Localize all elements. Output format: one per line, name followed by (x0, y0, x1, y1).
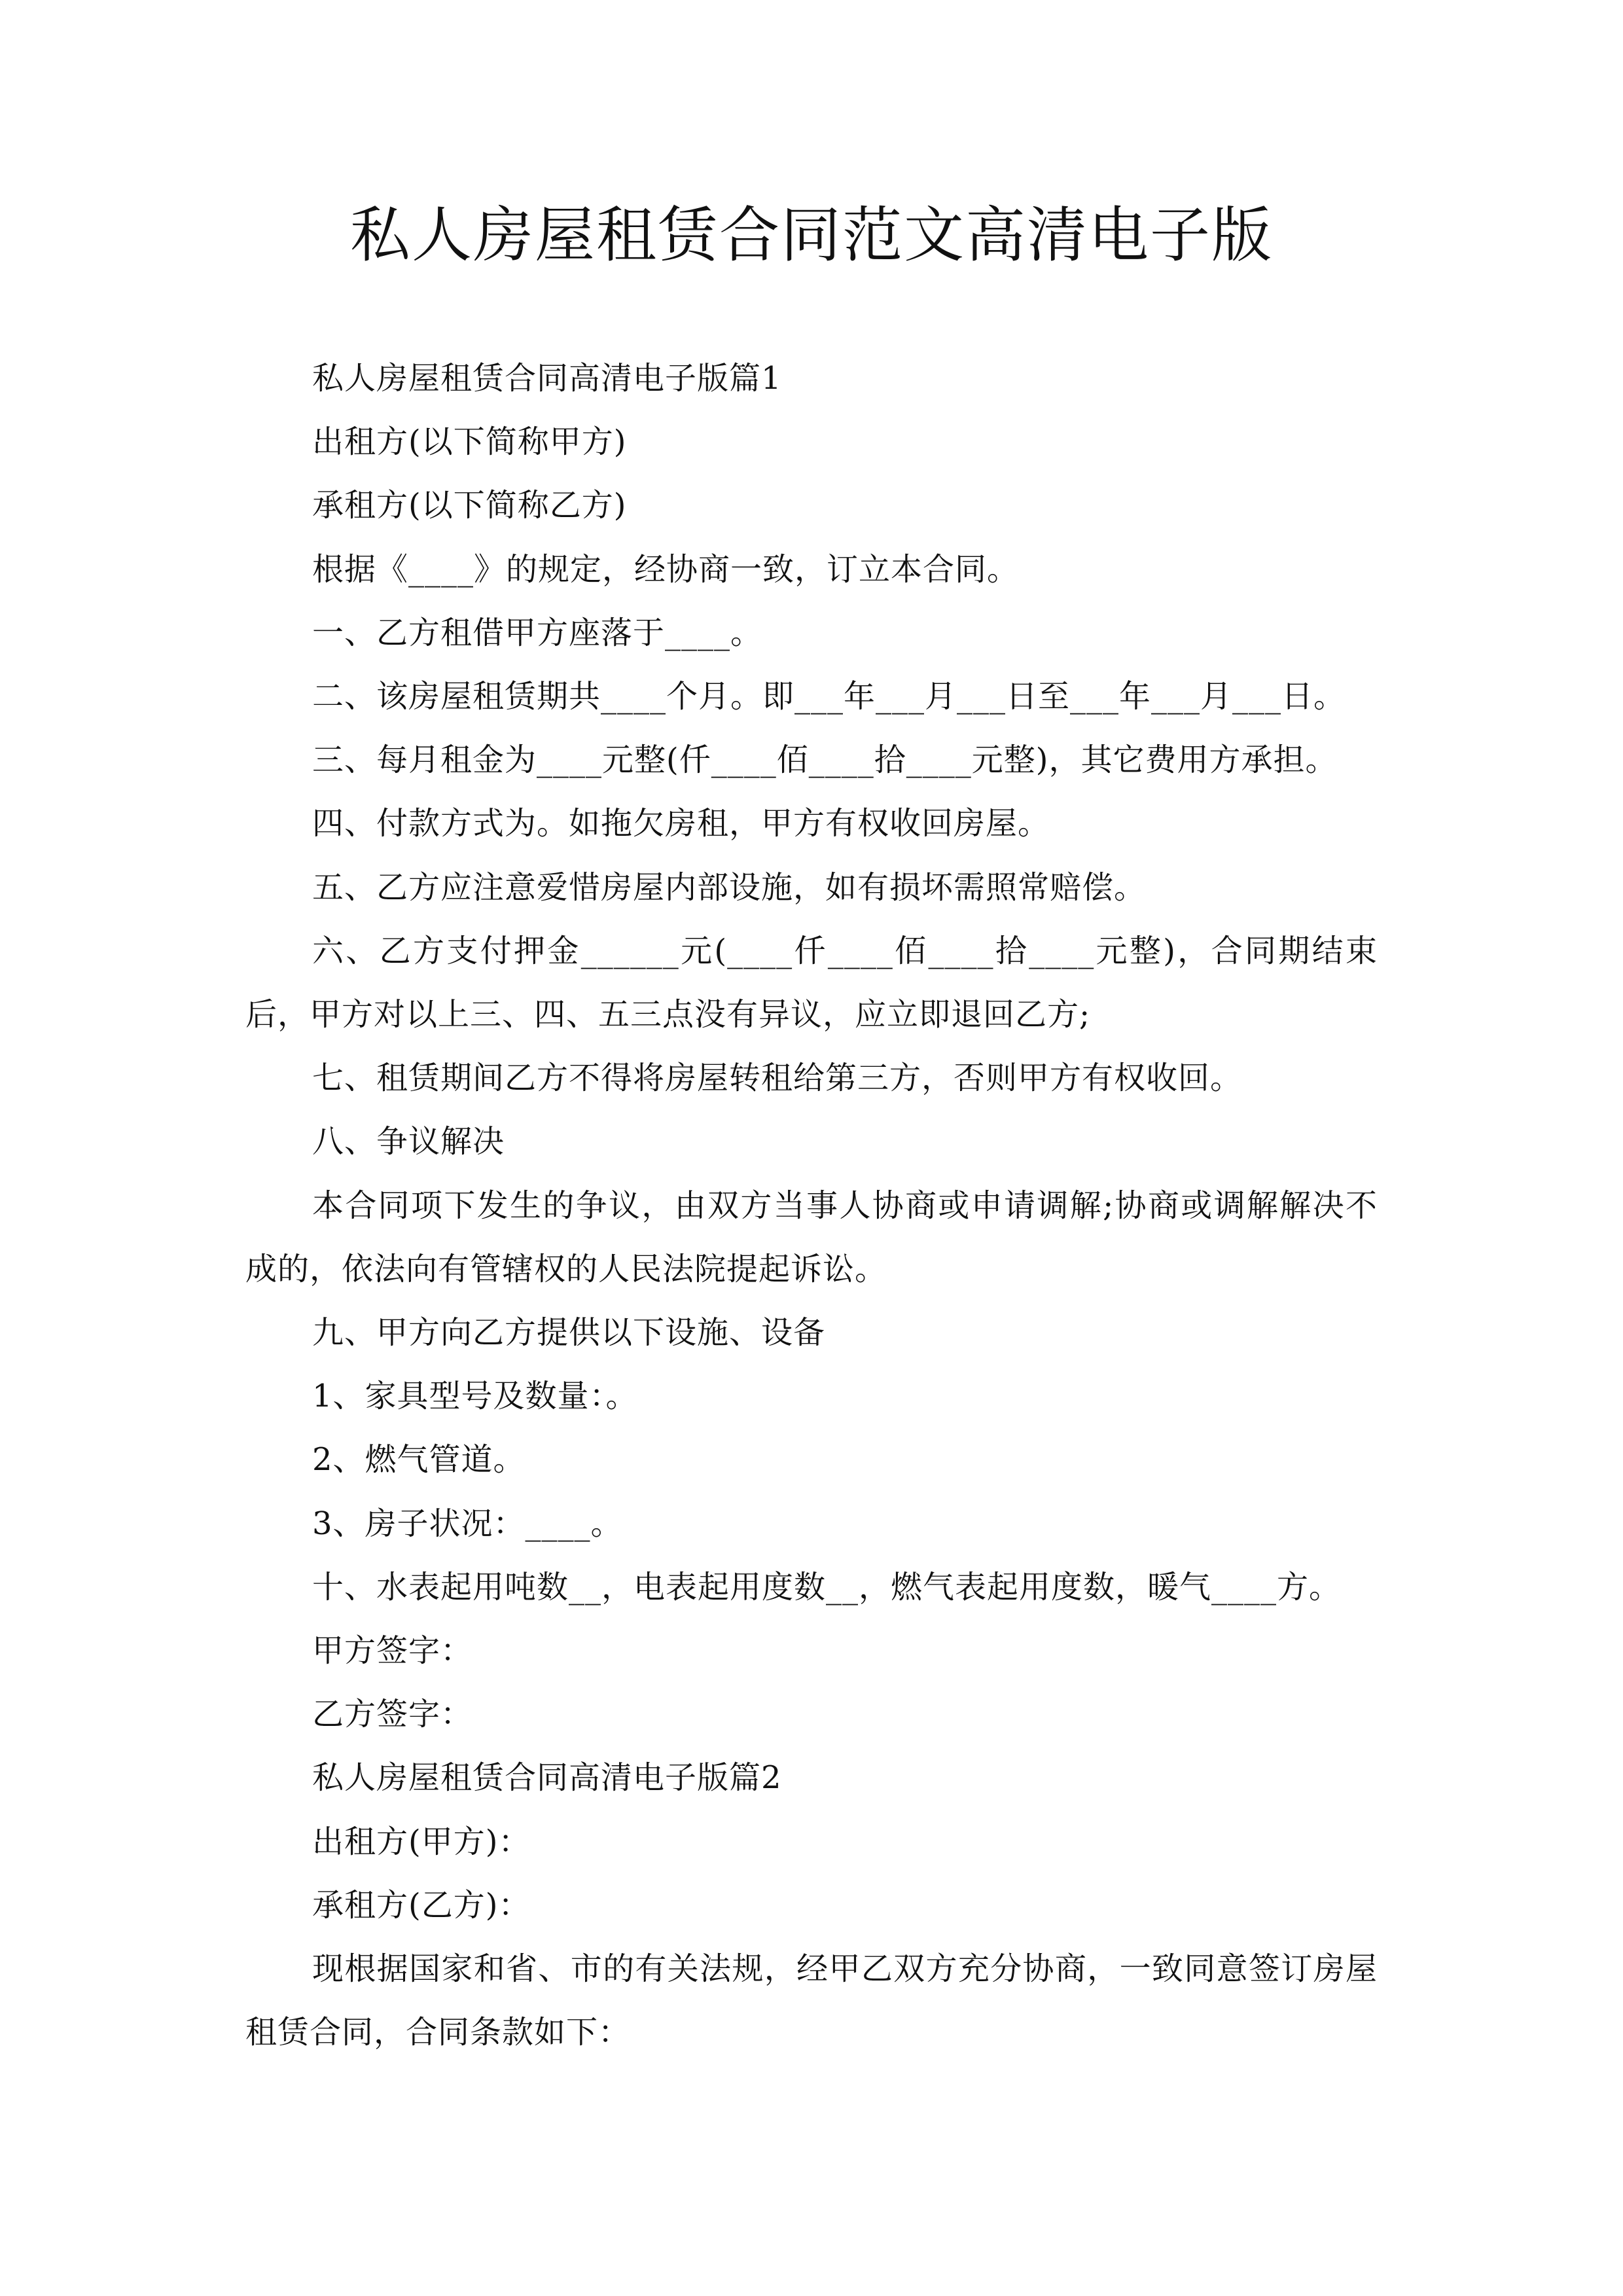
clause-2: 二、该房屋租赁期共____个月。即___年___月___日至___年___月___日。 (312, 678, 1346, 715)
clause-7: 七、租赁期间乙方不得将房屋转租给第三方，否则甲方有权收回。 (312, 1060, 1243, 1097)
lessor-line: 出租方(以下简称甲方) (312, 423, 627, 461)
preamble: 根据《____》的规定，经协商一致，订立本合同。 (312, 550, 1020, 588)
party-a-signature: 甲方签字： (312, 1632, 473, 1670)
clause-9-item-1: 1、家具型号及数量：。 (312, 1378, 638, 1415)
clause-1: 一、乙方租借甲方座落于____。 (312, 614, 763, 651)
clause-9-heading: 九、甲方向乙方提供以下设施、设备 (312, 1314, 826, 1352)
clause-4: 四、付款方式为。如拖欠房租，甲方有权收回房屋。 (312, 805, 1050, 842)
clause-6: 六、乙方支付押金______元(____仟____佰____拾____元整)，合同期结束后，甲方对以上三、四、五三点没有异议，应立即退回乙方; (245, 932, 1378, 1033)
party-b-signature: 乙方签字： (312, 1696, 473, 1733)
document-body (245, 347, 1378, 2064)
lessee-line-2: 承租方(乙方)： (312, 1886, 531, 1924)
clause-9-item-2: 2、燃气管道。 (312, 1441, 526, 1479)
clause-8-body: 本合同项下发生的争议，由双方当事人协商或申请调解;协商或调解解决不成的，依法向有管辖权的人民法院提起诉讼。 (245, 1187, 1378, 1287)
section-heading-part-2: 私人房屋租赁合同高清电子版篇2 (312, 1759, 782, 1797)
clause-10: 十、水表起用吨数__，电表起用度数__，燃气表起用度数，暖气____方。 (312, 1568, 1342, 1605)
clause-3: 三、每月租金为____元整(仟____佰____拾____元整)，其它费用方承担。 (312, 742, 1338, 779)
lessee-line: 承租方(以下简称乙方) (312, 487, 627, 524)
clause-9-item-3: 3、房子状况：____。 (312, 1505, 623, 1542)
clause-5: 五、乙方应注意爱惜房屋内部设施，如有损坏需照常赔偿。 (312, 869, 1147, 906)
preamble-2: 现根据国家和省、市的有关法规，经甲乙双方充分协商，一致同意签订房屋租赁合同，合同条款如下： (245, 1950, 1378, 2051)
lessor-line-2: 出租方(甲方)： (312, 1823, 531, 1860)
document-title: 私人房屋租赁合同范文高清电子版 (349, 200, 1273, 270)
section-heading-part-1: 私人房屋租赁合同高清电子版篇1 (312, 360, 782, 397)
clause-8-heading: 八、争议解决 (312, 1123, 505, 1160)
